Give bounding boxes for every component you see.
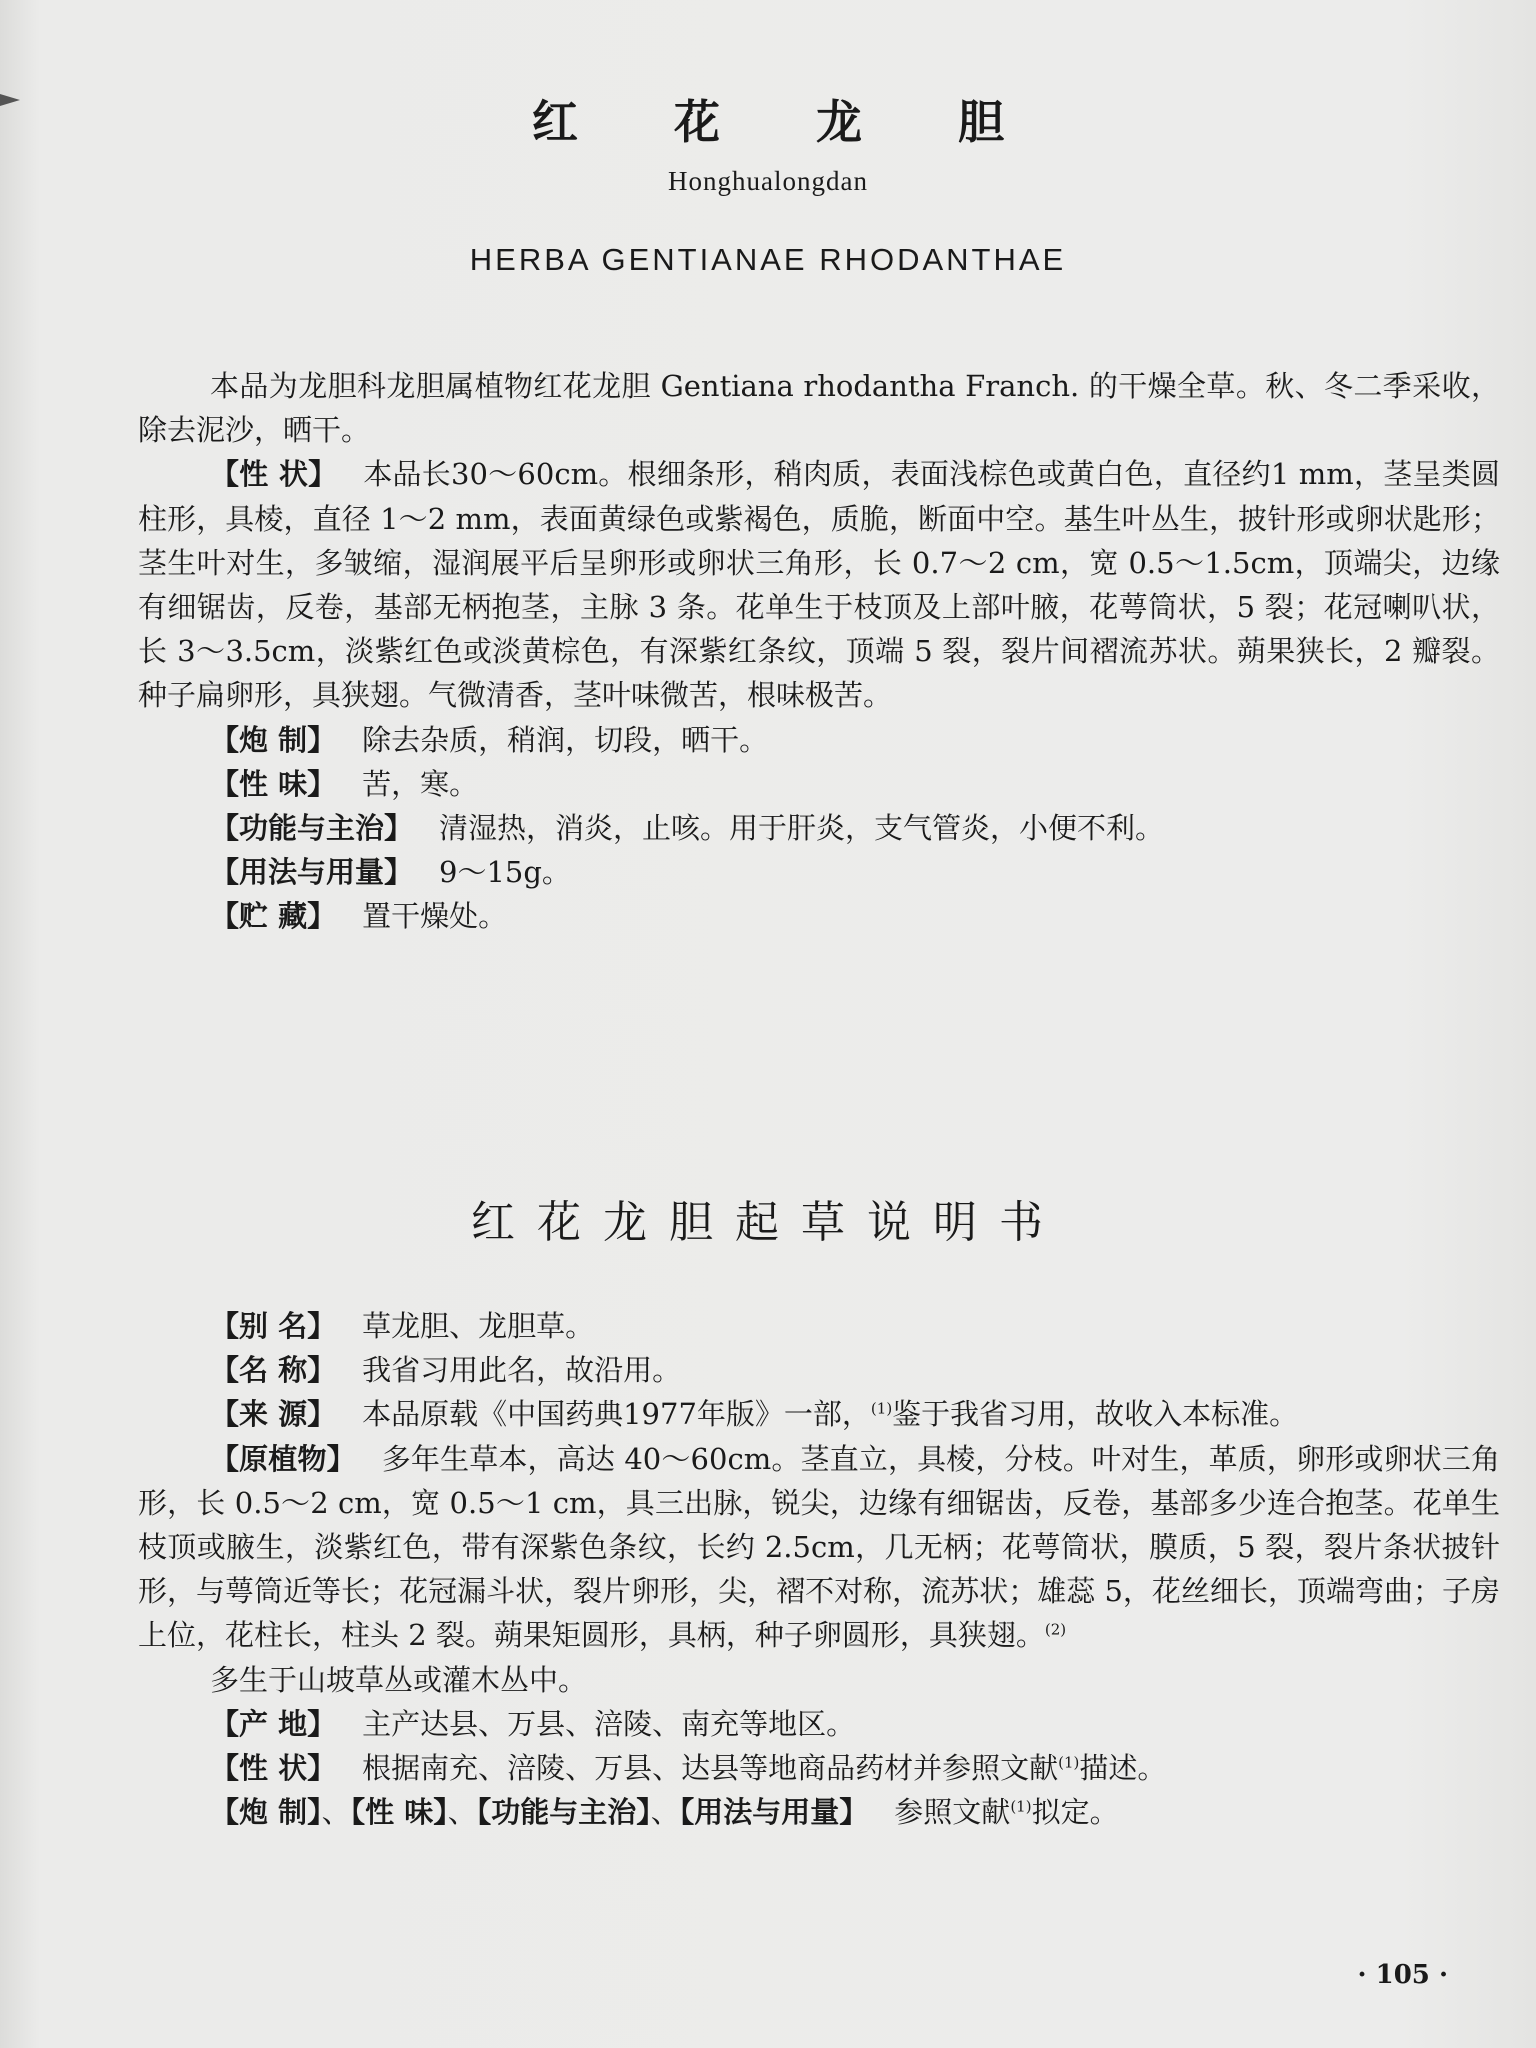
separator: 、 — [321, 1795, 351, 1830]
origin-label: 【产 地】 — [210, 1706, 337, 1741]
source-text: 本品原载《中国药典1977年版》一部， — [362, 1397, 871, 1432]
combined-text: 参照文献 — [894, 1795, 1011, 1830]
separator: 、 — [447, 1795, 477, 1830]
dosage-text: 9～15g。 — [439, 855, 571, 890]
storage-line — [138, 894, 1500, 938]
alias-line — [138, 1304, 1500, 1348]
property-text: 苦，寒。 — [362, 766, 479, 801]
origin-text: 主产达县、万县、涪陵、南充等地区。 — [362, 1706, 856, 1741]
processing-label: 【炮 制】 — [210, 722, 337, 757]
dosage-label: 【用法与用量】 — [210, 855, 414, 890]
description-paragraph — [138, 452, 1500, 717]
character-text: 根据南充、涪陵、万县、达县等地商品药材并参照文献 — [362, 1751, 1059, 1786]
drafting-notes-title: 红花龙胆起草说明书 — [471, 1197, 1065, 1248]
name-text: 我省习用此名，故沿用。 — [362, 1353, 682, 1388]
monograph-body — [138, 364, 1500, 939]
source-label: 【来 源】 — [210, 1397, 337, 1432]
storage-text: 置干燥处。 — [362, 899, 508, 934]
description-text: 本品长30～60cm。根细条形，稍肉质，表面浅棕色或黄白色，直径约1 mm，茎呈类圆柱形，具棱，直径 1～2 mm，表面黄绿色或紫褐色，质脆，断面中空。基生叶丛生，披针形或卵状匙形；茎生叶对生，多皱缩，湿润展平后呈卵形或卵状三角形，长 0.7～2 cm，宽 0.5～1.5cm，顶端尖，边缘有细锯齿，反卷，基部无柄抱茎，主脉 3 条。花单生于枝顶及上部叶腋，花萼筒状，5 裂；花冠喇叭状，长 3～3.5cm，淡紫红色或淡黄棕色，有深紫红条纹，顶端 5 裂，裂片间褶流苏状。蒴果狭长，2 瓣裂。种子扁卵形，具狭翅。气微清香，茎叶味微苦，根味极苦。 — [138, 457, 1500, 713]
character-label: 【性 状】 — [210, 1751, 337, 1786]
property-label: 【性 味】 — [210, 766, 337, 801]
dosage-line — [138, 850, 1500, 894]
character-line — [138, 1746, 1500, 1790]
processing-line — [138, 718, 1500, 762]
alias-text: 草龙胆、龙胆草。 — [362, 1309, 595, 1343]
function-label-2: 【功能与主治】 — [476, 1795, 651, 1830]
source-line — [138, 1392, 1500, 1436]
alias-label: 【别 名】 — [210, 1309, 337, 1343]
name-label: 【名 称】 — [210, 1353, 337, 1388]
function-label: 【功能与主治】 — [210, 811, 414, 846]
original-plant-label: 【原植物】 — [210, 1441, 356, 1476]
source-text-cont: 鉴于我省习用，故收入本标准。 — [892, 1397, 1299, 1432]
reference-marker: (1) — [870, 1399, 893, 1418]
function-text: 清湿热，消炎，止咳。用于肝炎，支气管炎，小便不利。 — [439, 811, 1165, 846]
reference-marker: (2) — [1044, 1620, 1067, 1639]
character-text-cont: 描述。 — [1079, 1751, 1167, 1786]
reference-marker: (1) — [1010, 1797, 1032, 1816]
original-plant-text: 多年生草本，高达 40～60cm。茎直立，具棱，分枝。叶对生，革质，卵形或卵状三角形，长 0.5～2 cm，宽 0.5～1 cm，具三出脉，锐尖，边缘有细锯齿，反卷，基部多少连合抱茎。花单生枝顶或腋生，淡紫红色，带有深紫色条纹，长约 2.5cm，几无柄；花萼筒状，膜质，5 裂，裂片条状披针形，与萼筒近等长；花冠漏斗状，裂片卵形，尖，褶不对称，流苏状；雄蕊 5，花丝细长，顶端弯曲；子房上位，花柱长，柱头 2 裂。蒴果矩圆形，具柄，种子卵圆形，具狭翅。 — [138, 1441, 1500, 1653]
latin-name: HERBA GENTIANAE RHODANTHAE — [469, 242, 1067, 277]
combined-text-cont: 拟定。 — [1031, 1795, 1119, 1830]
drafting-notes-body — [138, 1304, 1500, 1834]
separator: 、 — [650, 1795, 680, 1830]
page-number: · 105 · — [1357, 1960, 1448, 1990]
pinyin-name: Honghualongdan — [668, 166, 868, 196]
dosage-label-2: 【用法与用量】 — [679, 1795, 869, 1830]
origin-line — [138, 1702, 1500, 1746]
reference-marker: (1) — [1058, 1753, 1080, 1772]
description-label: 【性 状】 — [210, 457, 338, 492]
name-line — [138, 1348, 1500, 1392]
processing-label-2: 【炮 制】 — [210, 1795, 322, 1830]
property-line — [138, 762, 1500, 806]
property-label-2: 【性 味】 — [350, 1795, 448, 1830]
monograph-title: 红 花 龙 胆 — [531, 95, 1045, 149]
processing-text: 除去杂质，稍润，切段，晒干。 — [362, 722, 769, 757]
storage-label: 【贮 藏】 — [210, 899, 337, 934]
combined-line — [138, 1790, 1500, 1834]
intro-paragraph: 本品为龙胆科龙胆属植物红花龙胆 Gentiana rhodantha Franch. 的干燥全草。秋、冬二季采收，除去泥沙，晒干。 — [138, 369, 1500, 448]
habitat-line: 多生于山坡草丛或灌木丛中。 — [210, 1662, 588, 1697]
function-line — [138, 806, 1500, 850]
original-plant-paragraph — [138, 1437, 1500, 1658]
